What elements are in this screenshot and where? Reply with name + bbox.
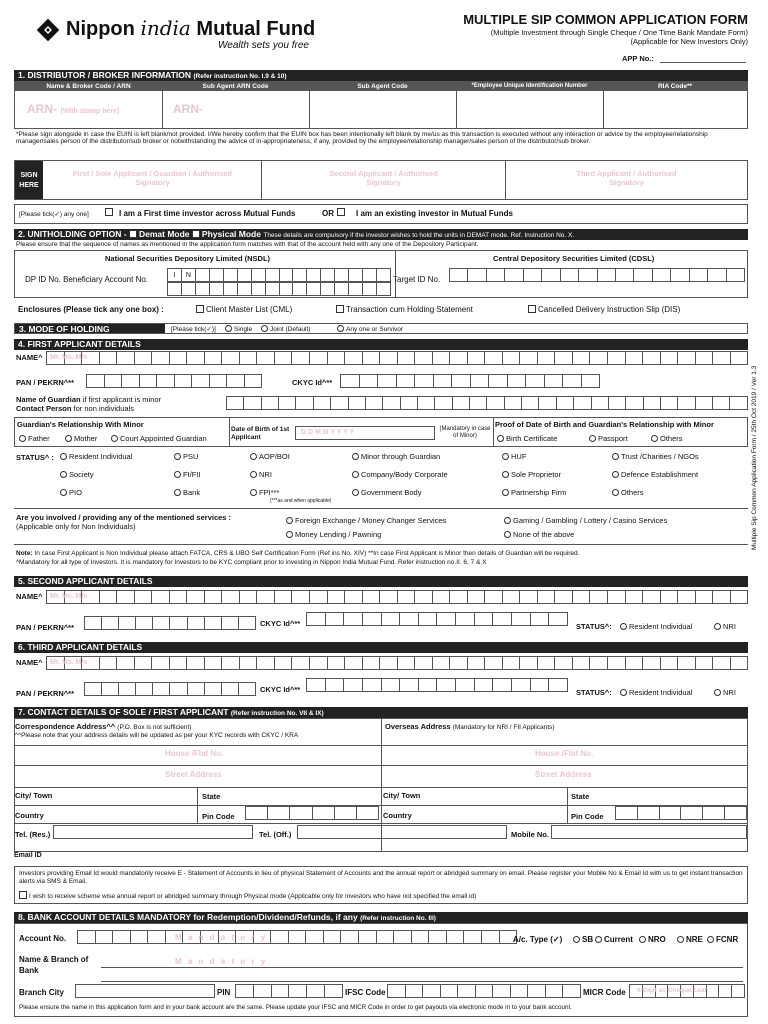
status-option[interactable]: HUF <box>502 452 526 461</box>
third-name-label: NAME^ <box>16 658 43 667</box>
col-ria-code: RIA Code** <box>657 83 693 90</box>
guardian-label: Name of Guardian if first applicant is minor Contact Person for non individuals <box>16 395 162 413</box>
mode-joint[interactable]: Joint (Default) <box>261 325 310 333</box>
overseas-pin-boxes[interactable] <box>615 806 747 820</box>
actype-sb[interactable]: SB <box>573 935 593 944</box>
ifsc-boxes[interactable] <box>387 984 581 998</box>
service-lending[interactable]: Money Lending / Pawning <box>286 530 381 539</box>
enc-cml[interactable]: Client Master List (CML) <box>196 305 292 314</box>
email-info-box <box>14 866 748 904</box>
second-name-boxes[interactable] <box>46 590 748 604</box>
enclosures-label: Enclosures (Please tick any one box) : <box>18 305 164 314</box>
status-option[interactable]: PIO <box>60 488 82 497</box>
col-sub-agent-arn: Sub Agent ARN Code <box>202 83 269 90</box>
guardian-relationship-label: Guardian's Relationship With Minor <box>17 420 144 429</box>
distributor-grid <box>14 81 748 129</box>
first-name-label: NAME^ <box>16 353 43 362</box>
tel-res-field[interactable] <box>53 825 253 839</box>
first-status-label: STATUS^ : <box>16 453 54 462</box>
mobile-label: Mobile No. <box>511 830 549 839</box>
mode-single[interactable]: Single <box>225 325 252 333</box>
section-3-header: 3. MODE OF HOLDING <box>15 324 165 333</box>
form-title: MULTIPLE SIP COMMON APPLICATION FORM <box>463 12 748 27</box>
third-ckyc-boxes[interactable] <box>306 678 568 692</box>
arn-field-1[interactable]: ARN- (With stamp here) <box>27 102 120 116</box>
arn-field-2[interactable]: ARN- <box>173 102 203 116</box>
service-forex[interactable]: Foreign Exchange / Money Changer Services <box>286 516 446 525</box>
signature-grid <box>14 160 748 200</box>
account-no-watermark: M a n d a t o r y <box>175 933 268 942</box>
third-status-resident[interactable]: Resident Individual <box>620 688 692 697</box>
existing-investor-checkbox[interactable] <box>337 208 345 216</box>
proof-passport[interactable]: Passport <box>589 434 628 443</box>
corr-country-label: Country <box>15 811 44 820</box>
enc-holding-statement[interactable]: Transaction cum Holding Statement <box>336 305 473 314</box>
status-option[interactable]: Resident Individual <box>60 452 132 461</box>
tel-off-label: Tel. (Off.) <box>259 830 292 839</box>
tel-off-field[interactable] <box>297 825 507 839</box>
correspondence-label: Correspondence Address^^ (P.O. Box is not sufficient) <box>15 722 192 731</box>
third-name-boxes[interactable] <box>46 656 748 670</box>
dp-id-label: DP ID No. Beneficiary Account No. <box>25 275 149 284</box>
bank-name-label: Name & Branch of Bank <box>19 955 89 975</box>
second-name-watermark: Mr. Ms. M/s <box>50 593 88 600</box>
sign-here-label: SIGN HERE <box>15 161 43 199</box>
email-info-text: Investors providing Email Id would mandatorily receive E - Statement of Accounts in lieu of physical Statement of Accounts and the annual report or abridged summary on email. Please register your Mobile No & Email Id with us to get instant transaction alerts via SMS & Email. <box>19 870 743 885</box>
third-pan-label: PAN / PEKRN^** <box>16 689 75 698</box>
guardian-name-boxes[interactable] <box>226 396 748 410</box>
status-option[interactable]: Trust /Charities / NGOs <box>612 452 699 461</box>
branch-city-field[interactable] <box>75 984 215 998</box>
fpi-note: (***as and when applicable) <box>270 498 332 504</box>
section-5-header: 5. SECOND APPLICANT DETAILS <box>14 576 748 587</box>
enc-cml-checkbox[interactable] <box>196 305 204 313</box>
corr-house-field[interactable]: House /Flat No. <box>165 749 224 758</box>
first-ckyc-label: CKYC Id^** <box>292 378 333 387</box>
corr-street-field[interactable]: Street Address <box>165 770 222 779</box>
mode-anyone[interactable]: Any one or Survivor <box>337 325 403 333</box>
bank-grid <box>14 923 748 1017</box>
first-pan-label: PAN / PEKRN^** <box>16 378 75 387</box>
first-time-checkbox[interactable] <box>105 208 113 216</box>
corr-state-label: State <box>202 792 221 801</box>
services-note: (Applicable only for Non Individuals) <box>16 522 136 531</box>
target-id-boxes[interactable] <box>449 268 745 282</box>
logo-text: Nippon india Mutual Fund <box>66 16 316 40</box>
status-option[interactable]: Others <box>612 488 644 497</box>
physical-checkbox[interactable] <box>192 230 200 238</box>
app-no-field[interactable] <box>660 62 746 63</box>
actype-nro[interactable]: NRO <box>639 935 666 944</box>
branch-pin-label: PIN <box>217 988 231 997</box>
overseas-house-field[interactable]: House /Flat No. <box>535 749 594 758</box>
col-euin: *Employee Unique Identification Number <box>471 83 588 89</box>
first-applicant-note-1: Note: In case First Applicant is Non Individual please attach FATCA, CRS & UBO Self Certification Form (Ref ins No. XIV) **In case First Applicant is Minor then details of Guardian will be required. <box>16 550 580 557</box>
logo <box>36 14 326 50</box>
status-option[interactable]: FPI*** <box>250 488 279 497</box>
mode-tick-instruction: [Please tick(✓)] <box>171 326 216 333</box>
actype-fcnr[interactable]: FCNR <box>707 935 738 944</box>
second-name-label: NAME^ <box>16 592 43 601</box>
col-name-broker: Name & Broker Code / ARN <box>46 83 131 90</box>
form-subtitle-1: (Multiple Investment through Single Cheque / One Time Bank Mandate Form) <box>490 28 748 37</box>
logo-mark-icon <box>36 18 60 42</box>
or-label: OR <box>322 209 334 218</box>
bank-name-watermark: M a n d a t o r y <box>175 957 268 966</box>
dob-watermark: D D M M Y Y Y Y <box>301 429 355 436</box>
first-ckyc-boxes[interactable] <box>340 374 600 388</box>
dob-proof-label: Proof of Date of Birth and Guardian's Relationship with Minor <box>495 420 714 429</box>
overseas-country-label: Country <box>383 811 412 820</box>
status-option[interactable]: NRI <box>250 470 272 479</box>
target-id-label: Target ID No. <box>393 275 441 284</box>
status-option[interactable]: Society <box>60 470 94 479</box>
enc-dis[interactable]: Cancelled Delivery Instruction Slip (DIS) <box>528 305 680 314</box>
signature-box-2[interactable]: Second Applicant / Authorised Signatory <box>329 169 438 187</box>
euin-disclaimer: *Please sign alongside in case the EUIN is left blank/not provided. I/We hereby confirm that the EUIN box has been intentionally left blank by me/us as this transaction is executed without any interaction or advice by the employee/relationship manager/sales person of the distributor/sub broker or notwithstanding the advice of in-appropriateness, if any, provided by the employee/relationship manager/sales person of the distributor/sub broker. <box>16 131 708 145</box>
first-name-boxes[interactable] <box>46 351 748 365</box>
signature-box-1[interactable]: First / Sole Applicant / Guardian / Authorised Signatory <box>72 169 233 187</box>
status-option[interactable]: Company/Body Corporate <box>352 470 448 479</box>
section-1-header: 1. DISTRIBUTOR / BROKER INFORMATION (Refer instruction No. I.9 & 10) <box>14 70 748 81</box>
overseas-label: Overseas Address (Mandatory for NRI / FII Applicants) <box>385 722 555 731</box>
actype-nre[interactable]: NRE <box>677 935 703 944</box>
account-type-label: A/c. Type (✓) <box>513 935 563 944</box>
tagline: Wealth sets you free <box>218 40 309 51</box>
status-option[interactable]: Minor through Guardian <box>352 452 440 461</box>
third-pan-boxes[interactable] <box>84 682 256 696</box>
account-no-label: Account No. <box>19 934 67 943</box>
col-sub-agent-code: Sub Agent Code <box>357 83 408 90</box>
status-option[interactable]: Government Body <box>352 488 421 497</box>
third-ckyc-label: CKYC Id^** <box>260 685 301 694</box>
second-ckyc-boxes[interactable] <box>306 612 568 626</box>
side-version-text: Multiple Sip Common Application Form / 25th Oct 2019 / Ver 1.3 <box>751 365 758 550</box>
section-2-header: 2. UNITHOLDING OPTION - Demat Mode Physical Mode These details are compulsory if the investor wishes to hold the units in DEMAT mode. Ref. Instruction No. X. <box>14 229 748 240</box>
section-7-header: 7. CONTACT DETAILS OF SOLE / FIRST APPLICANT (Refer instruction No. VII & IX) <box>14 707 748 718</box>
status-option[interactable]: Sole Proprietor <box>502 470 561 479</box>
guardian-relationship-grid <box>14 417 748 447</box>
app-no-label: APP No.: <box>622 54 654 63</box>
tick-instruction: [Please tick(✓) any one] <box>19 211 89 218</box>
enc-holding-checkbox[interactable] <box>336 305 344 313</box>
status-option[interactable]: Partnership Firm <box>502 488 566 497</box>
bank-branch-field[interactable] <box>101 968 743 982</box>
third-status-label: STATUS^: <box>576 688 612 697</box>
overseas-city-label: City/ Town <box>383 791 421 800</box>
status-option[interactable]: AOP/BOI <box>250 452 290 461</box>
status-option[interactable]: Bank <box>174 488 200 497</box>
cdsl-label: Central Depository Securities Limited (CDSL) <box>493 254 655 263</box>
third-name-watermark: Mr. Ms. M/s <box>50 659 88 666</box>
depository-note: Please ensure that the sequence of names as mentioned in the application form matches with that of the account held with any one of the Depository Participant. <box>16 241 479 248</box>
rel-mother[interactable]: Mother <box>65 434 97 443</box>
bank-footer-note: Please ensure the name in this application form and in your bank account are the same. Please update your IFSC and MICR Code in order to get payouts via electronic mode in to your bank account. <box>19 1004 573 1011</box>
second-status-resident[interactable]: Resident Individual <box>620 622 692 631</box>
physical-report-option[interactable]: I wish to receive scheme wise annual report or abridged summary through Physical mode (Applicable only for investors who have not specified the email id) <box>19 891 476 900</box>
existing-investor-label: I am an existing investor in Mutual Funds <box>356 209 513 218</box>
account-no-boxes[interactable] <box>77 930 517 944</box>
investor-type-row <box>14 204 748 224</box>
overseas-state-label: State <box>571 792 590 801</box>
dob-label: Date of Birth of 1st Applicant <box>231 426 290 441</box>
beneficiary-account-boxes[interactable] <box>167 282 391 296</box>
second-ckyc-label: CKYC Id^** <box>260 619 301 628</box>
first-time-label: I am a First time investor across Mutual Funds <box>119 209 296 218</box>
overseas-street-field[interactable]: Street Address <box>535 770 592 779</box>
mobile-field[interactable] <box>551 825 747 839</box>
corr-city-label: City/ Town <box>15 791 53 800</box>
first-pan-boxes[interactable] <box>86 374 262 388</box>
rel-court[interactable]: Court Appointed Guardian <box>111 434 207 443</box>
demat-checkbox[interactable] <box>129 230 137 238</box>
second-status-label: STATUS^: <box>576 622 612 631</box>
overseas-pin-label: Pin Code <box>571 812 604 821</box>
tel-res-label: Tel. (Res.) <box>15 830 51 839</box>
correspondence-note: ^^Please note that your address details will be updated as per your KYC records with CKYC / KRA <box>15 732 299 739</box>
rel-father[interactable]: Father <box>19 434 50 443</box>
service-gaming[interactable]: Gaming / Gambling / Lottery / Casino Services <box>504 516 667 525</box>
section-4-header: 4. FIRST APPLICANT DETAILS <box>14 339 748 350</box>
branch-city-label: Branch City <box>19 988 64 997</box>
first-name-watermark: Mr. Ms. M/s <box>50 354 88 361</box>
ifsc-label: IFSC Code <box>345 988 386 997</box>
second-status-nri[interactable]: NRI <box>714 622 736 631</box>
corr-pin-boxes[interactable] <box>245 806 379 820</box>
dob-mandatory-note: (Mandatory in case of Minor) <box>439 426 491 439</box>
proof-birth-cert[interactable]: Birth Certificate <box>497 434 557 443</box>
enc-dis-checkbox[interactable] <box>528 305 536 313</box>
corr-pin-label: Pin Code <box>202 812 235 821</box>
email-label: Email ID <box>14 852 42 859</box>
section-6-header: 6. THIRD APPLICANT DETAILS <box>14 642 748 653</box>
form-subtitle-2: (Applicable for New Investors Only) <box>630 37 748 46</box>
service-none[interactable]: None of the above <box>504 530 574 539</box>
depository-grid <box>14 250 748 298</box>
dp-id-boxes[interactable]: I N <box>167 268 391 282</box>
mode-of-holding-row <box>14 323 748 334</box>
micr-watermark: 9 Digit as Cheque Leaf <box>637 987 707 994</box>
status-option[interactable]: FI/FII <box>174 470 201 479</box>
branch-pin-boxes[interactable] <box>235 984 343 998</box>
section-8-header: 8. BANK ACCOUNT DETAILS MANDATORY for Redemption/Dividend/Refunds, if any (Refer instruction No. III) <box>14 912 748 923</box>
nsdl-label: National Securities Depository Limited (NSDL) <box>105 254 271 263</box>
contact-grid <box>14 718 748 852</box>
second-pan-label: PAN / PEKRN^** <box>16 623 75 632</box>
first-applicant-note-2: ^Mandatory for all type of Investors. It is mandatory for Investors to be KYC compliant prior to investing in Nippon India Mutual Fund. Refer instruction no.II. 6, 7 & X <box>16 559 487 566</box>
micr-label: MICR Code <box>583 988 626 997</box>
signature-box-3[interactable]: Third Applicant / Authorised Signatory <box>576 169 677 187</box>
third-status-nri[interactable]: NRI <box>714 688 736 697</box>
services-question: Are you involved / providing any of the mentioned services : <box>16 513 232 522</box>
status-option[interactable]: Defence Establishment <box>612 470 698 479</box>
actype-current[interactable]: Current <box>595 935 633 944</box>
second-pan-boxes[interactable] <box>84 616 256 630</box>
proof-others[interactable]: Others <box>651 434 683 443</box>
status-option[interactable]: PSU <box>174 452 198 461</box>
